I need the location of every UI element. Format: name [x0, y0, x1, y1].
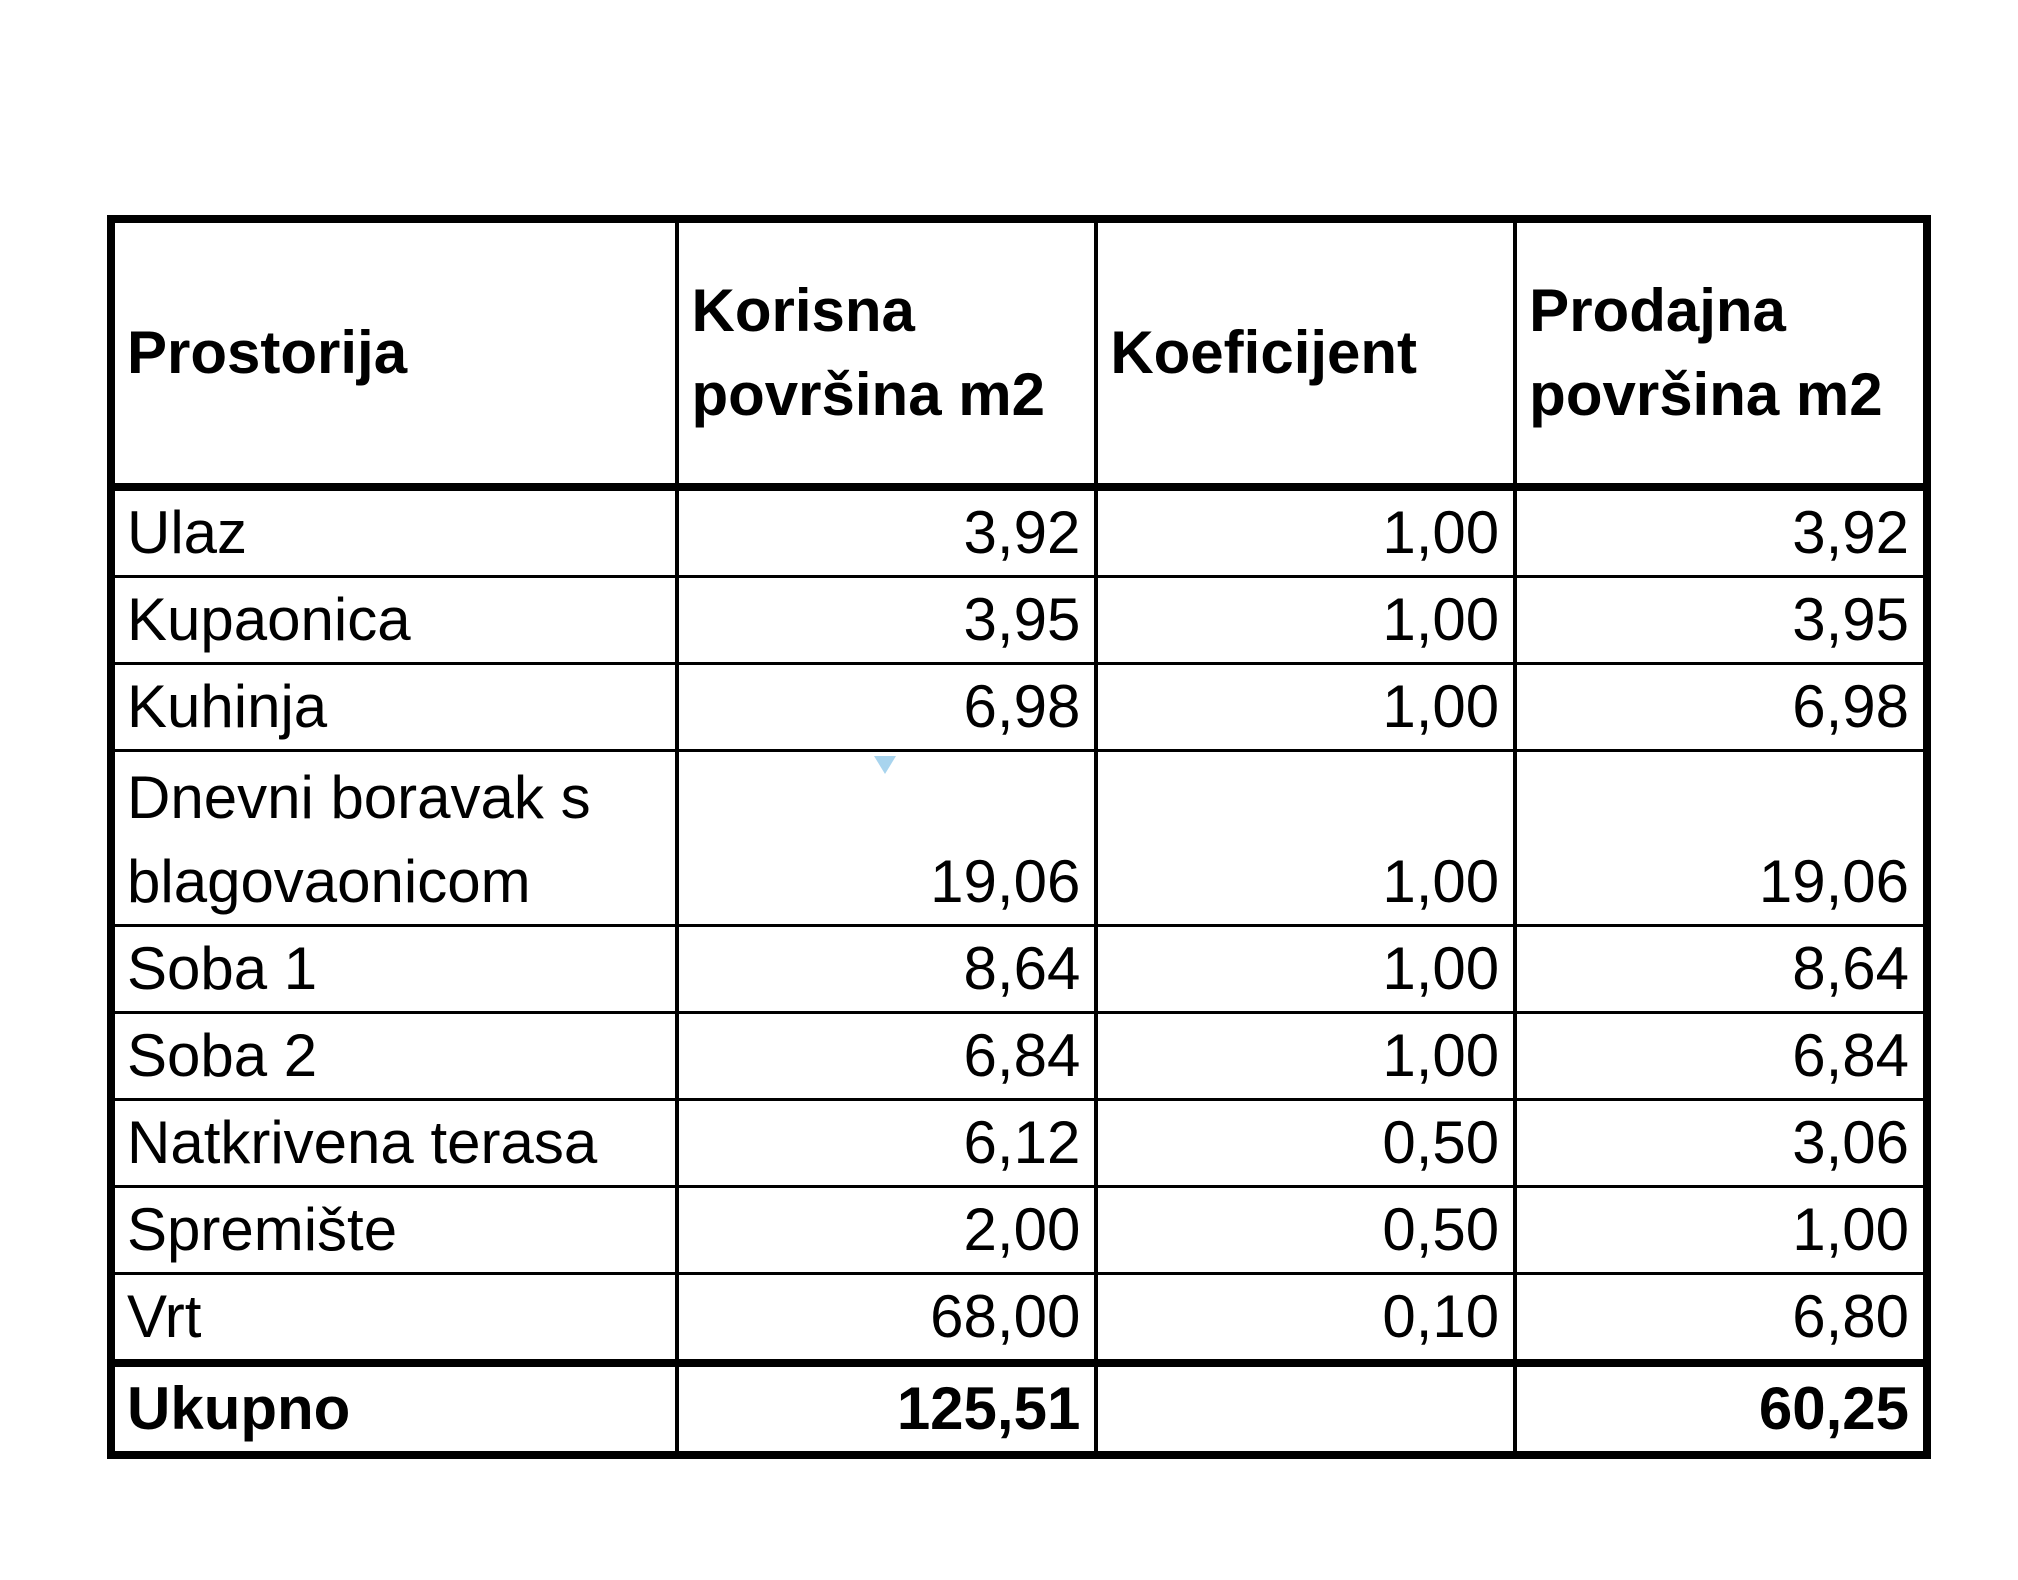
sale-area: 1,00	[1515, 1187, 1927, 1274]
coefficient: 1,00	[1096, 1013, 1515, 1100]
area-table	[107, 215, 1931, 1459]
coefficient: 0,10	[1096, 1274, 1515, 1364]
header-coefficient: Koeficijent	[1096, 219, 1515, 487]
total-coefficient	[1096, 1363, 1515, 1455]
sale-area: 3,95	[1515, 577, 1927, 664]
watermark-triangle-icon	[874, 756, 896, 774]
usable-area: 3,92	[677, 487, 1096, 577]
total-row	[111, 1363, 1927, 1455]
sale-area: 3,06	[1515, 1100, 1927, 1187]
usable-area: 68,00	[677, 1274, 1096, 1364]
header-room: Prostorija	[111, 219, 677, 487]
sale-area: 3,92	[1515, 487, 1927, 577]
total-sale-area: 60,25	[1515, 1363, 1927, 1455]
room-name: Kupaonica	[111, 577, 677, 664]
table-row	[111, 664, 1927, 751]
coefficient: 1,00	[1096, 926, 1515, 1013]
sale-area: 6,80	[1515, 1274, 1927, 1364]
table-row	[111, 926, 1927, 1013]
usable-area: 6,12	[677, 1100, 1096, 1187]
total-label: Ukupno	[111, 1363, 677, 1455]
room-name: Kuhinja	[111, 664, 677, 751]
usable-area: 2,00	[677, 1187, 1096, 1274]
room-name: Ulaz	[111, 487, 677, 577]
table-row	[111, 1013, 1927, 1100]
usable-area: 6,98	[677, 664, 1096, 751]
table-row	[111, 751, 1927, 926]
coefficient: 1,00	[1096, 664, 1515, 751]
usable-area: 19,06	[677, 751, 1096, 926]
table-row	[111, 487, 1927, 577]
coefficient: 0,50	[1096, 1100, 1515, 1187]
coefficient: 0,50	[1096, 1187, 1515, 1274]
sale-area: 19,06	[1515, 751, 1927, 926]
usable-area: 3,95	[677, 577, 1096, 664]
header-row	[111, 219, 1927, 487]
sale-area: 6,98	[1515, 664, 1927, 751]
room-name: Soba 2	[111, 1013, 677, 1100]
header-sale-area: Prodajna površina m2	[1515, 219, 1927, 487]
coefficient: 1,00	[1096, 751, 1515, 926]
sale-area: 6,84	[1515, 1013, 1927, 1100]
room-name: Spremište	[111, 1187, 677, 1274]
usable-area: 6,84	[677, 1013, 1096, 1100]
room-name: Soba 1	[111, 926, 677, 1013]
total-usable-area: 125,51	[677, 1363, 1096, 1455]
sale-area: 8,64	[1515, 926, 1927, 1013]
table-row	[111, 1274, 1927, 1364]
usable-area: 8,64	[677, 926, 1096, 1013]
room-name: Dnevni boravak s blagovaonicom	[111, 751, 677, 926]
coefficient: 1,00	[1096, 487, 1515, 577]
header-usable-area: Korisna površina m2	[677, 219, 1096, 487]
table-row	[111, 1187, 1927, 1274]
coefficient: 1,00	[1096, 577, 1515, 664]
room-name: Natkrivena terasa	[111, 1100, 677, 1187]
table-row	[111, 577, 1927, 664]
table-row	[111, 1100, 1927, 1187]
room-name: Vrt	[111, 1274, 677, 1364]
